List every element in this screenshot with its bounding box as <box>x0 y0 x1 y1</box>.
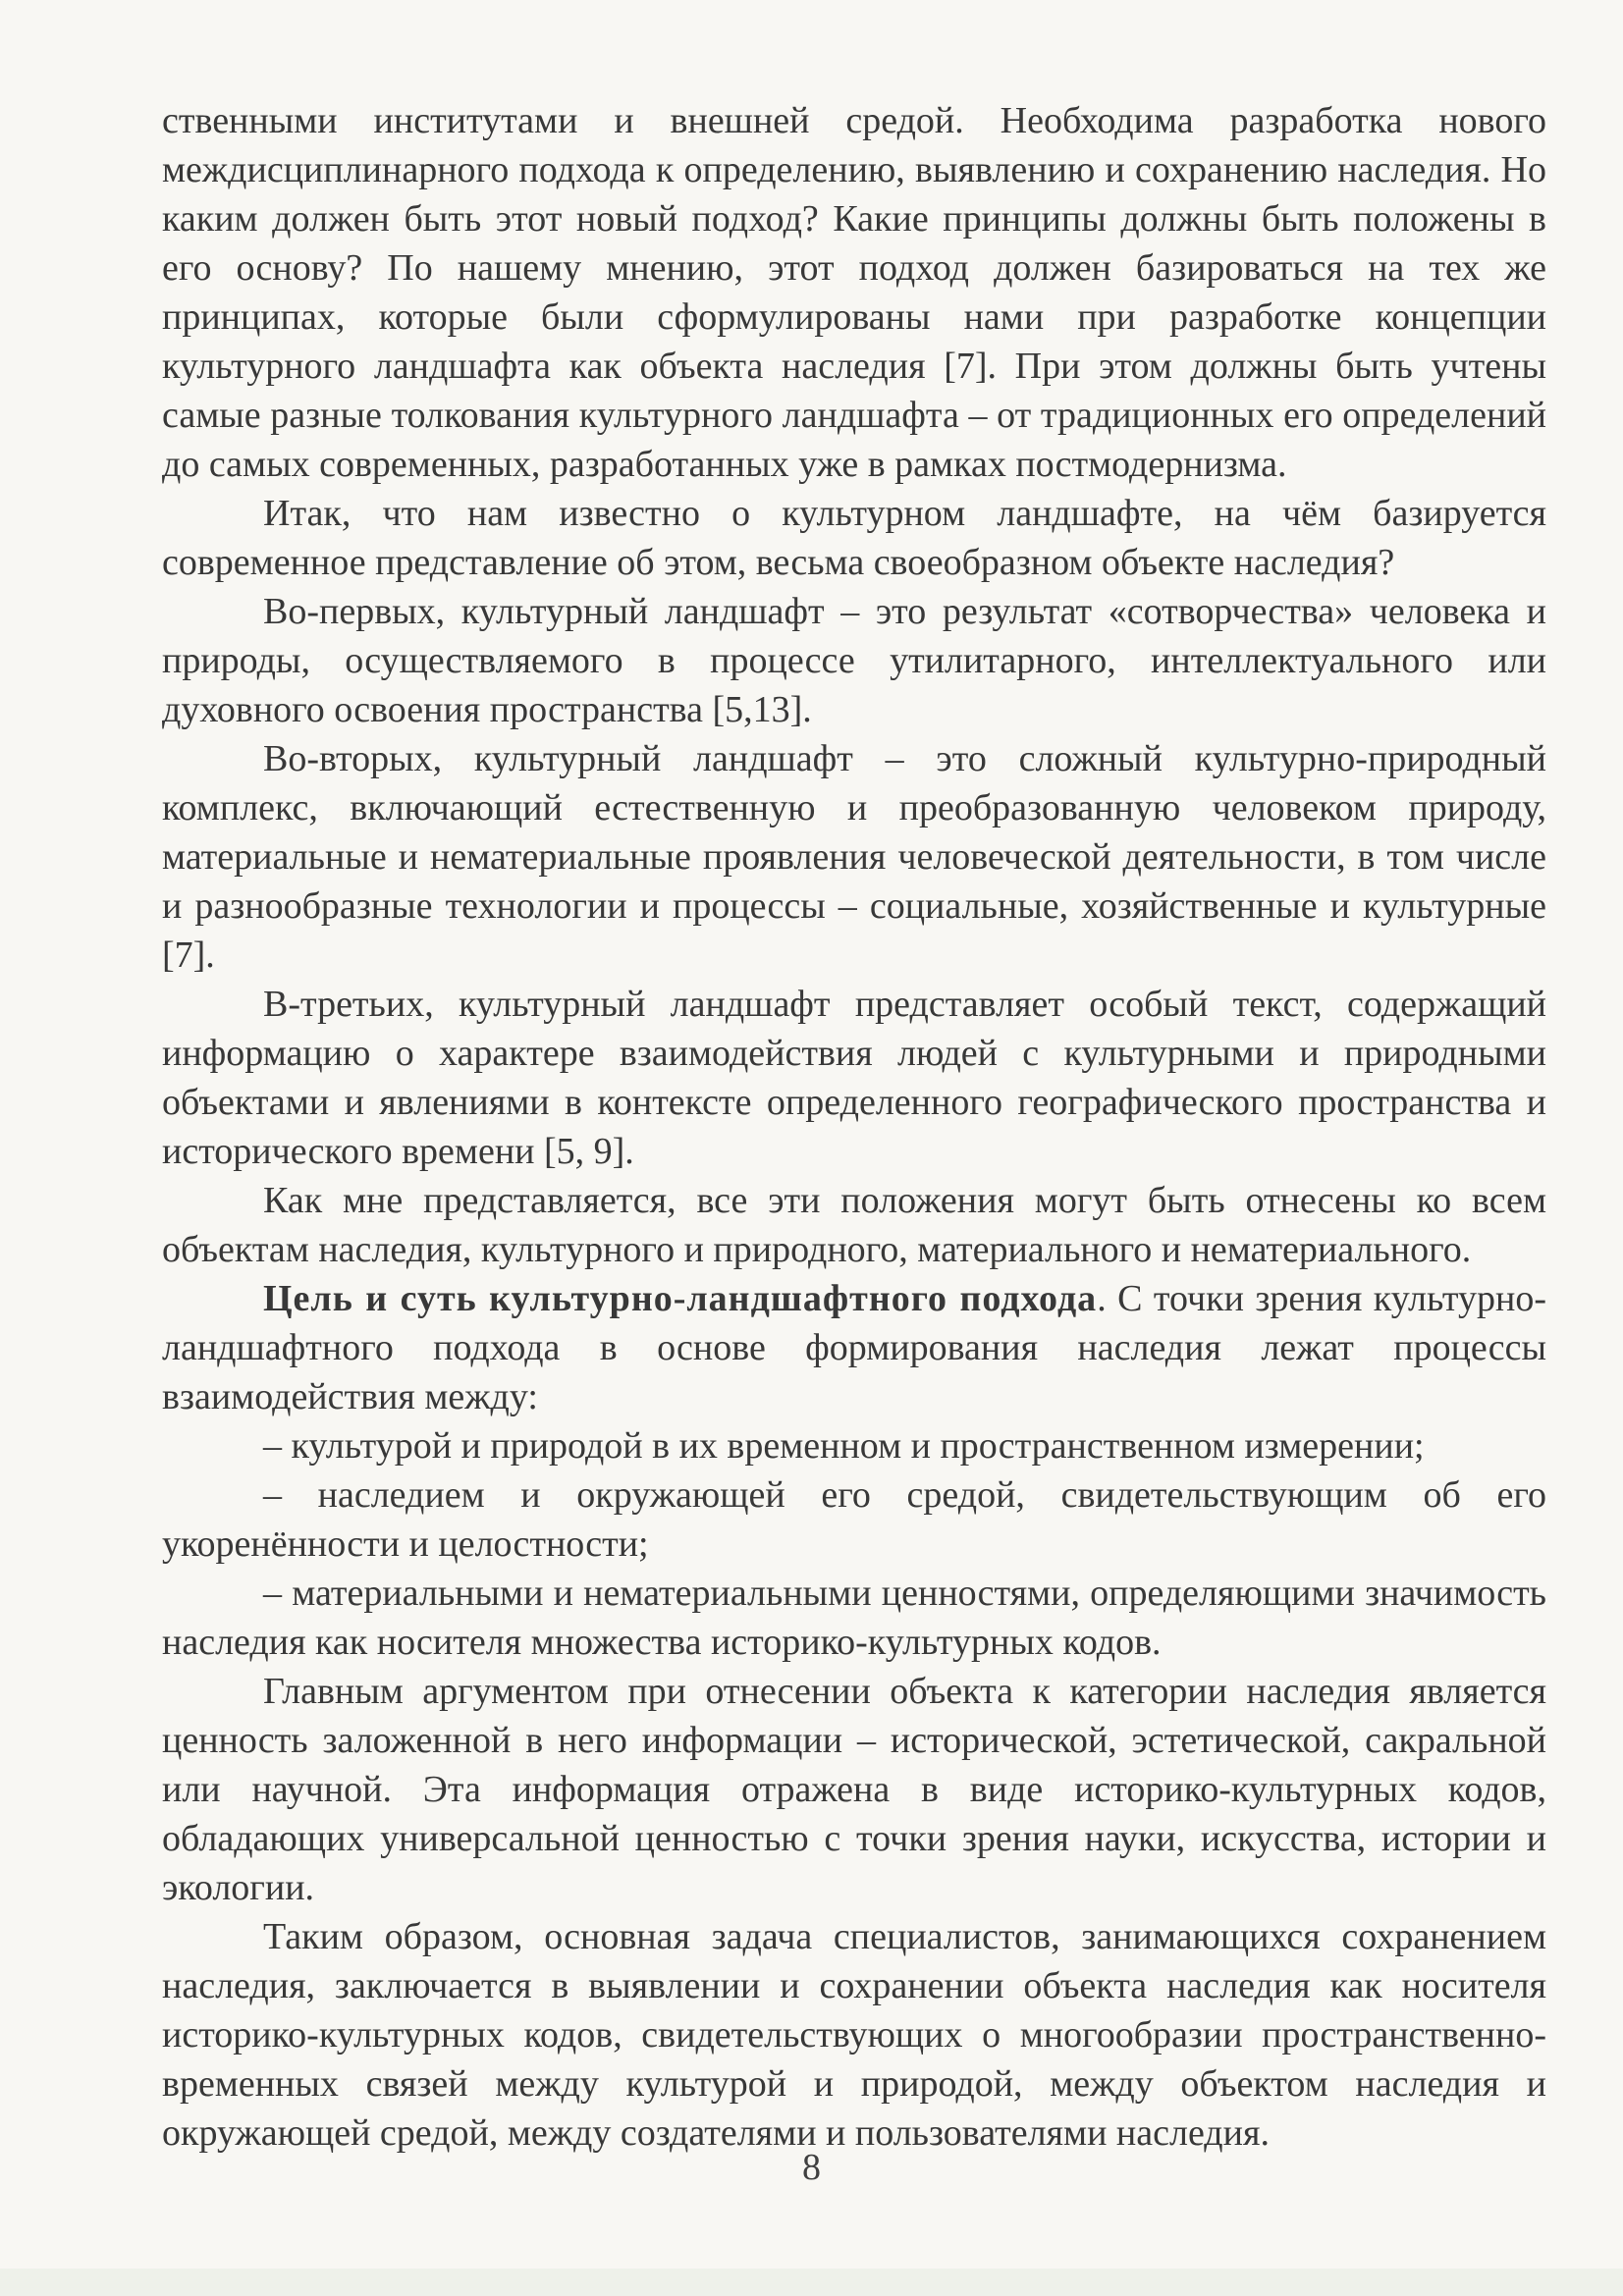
section-paragraph <box>162 1274 1546 1421</box>
body-text <box>162 96 1546 2158</box>
paragraph: Итак, что нам известно о культурном ландшафте, на чём базируется современное представление об этом, весьма своеобразном объекте наследия? <box>162 493 1546 583</box>
paragraph: Как мне представляется, все эти положения могут быть отнесены ко всем объектам наследия, культурного и природного, материального и нематериального. <box>162 1180 1546 1270</box>
list-item: – наследием и окружающей его средой, свидетельствующим об его укоренённости и целостности; <box>162 1474 1546 1565</box>
paragraph: Во-первых, культурный ландшафт – это результат «сотворчества» человека и природы, осуществляемого в процессе утилитарного, интеллектуального или духовного освоения пространства [5,13]. <box>162 591 1546 730</box>
page-number: 8 <box>802 2147 821 2188</box>
page-bottom-edge <box>0 2269 1623 2296</box>
paragraph: В-третьих, культурный ландшафт представляет особый текст, содержащий информацию о характере взаимодействия людей с культурными и природными объектами и явлениями в контексте определенного географического пространства и исторического времени [5, 9]. <box>162 984 1546 1172</box>
section-intro: . С точки зрения культурно-ландшафтного подхода в основе формирования наследия лежат процессы взаимодействия между: <box>162 1278 1546 1417</box>
list-item: – материальными и нематериальными ценностями, определяющими значимость наследия как носителя множества историко-культурных кодов. <box>162 1573 1546 1663</box>
paragraph: Во-вторых, культурный ландшафт – это сложный культурно-природный комплекс, включающий естественную и преобразованную человеком природу, материальные и нематериальные проявления человеческой деятельности, в том числе и разнообразные технологии и процессы – социальные, хозяйственные и культурные [7]. <box>162 738 1546 976</box>
paragraph: Таким образом, основная задача специалистов, занимающихся сохранением наследия, заключается в выявлении и сохранении объекта наследия как носителя историко-культурных кодов, свидетельствующих о многообразии пространственно-временных связей между культурой и природой, между объектом наследия и окружающей средой, между создателями и пользователями наследия. <box>162 1916 1546 2154</box>
section-heading: Цель и суть культурно-ландшафтного подхода <box>263 1278 1098 1319</box>
paragraph-continuation: ственными институтами и внешней средой. Необходима разработка нового междисциплинарного подхода к определению, выявлению и сохранению наследия. Но каким должен быть этот новый подход? Какие принципы должны быть положены в его основу? По нашему мнению, этот подход должен базироваться на тех же принципах, которые были сформулированы нами при разработке концепции культурного ландшафта как объекта наследия [7]. При этом должны быть учтены самые разные толкования культурного ландшафта – от традиционных его определений до самых современных, разработанных уже в рамках постмодернизма. <box>162 100 1546 485</box>
paragraph: Главным аргументом при отнесении объекта к категории наследия является ценность заложенной в него информации – исторической, эстетической, сакральной или научной. Эта информация отражена в виде историко-культурных кодов, обладающих универсальной ценностью с точки зрения науки, искусства, истории и экологии. <box>162 1671 1546 1908</box>
list-item: – культурой и природой в их временном и пространственном измерении; <box>263 1425 1425 1467</box>
